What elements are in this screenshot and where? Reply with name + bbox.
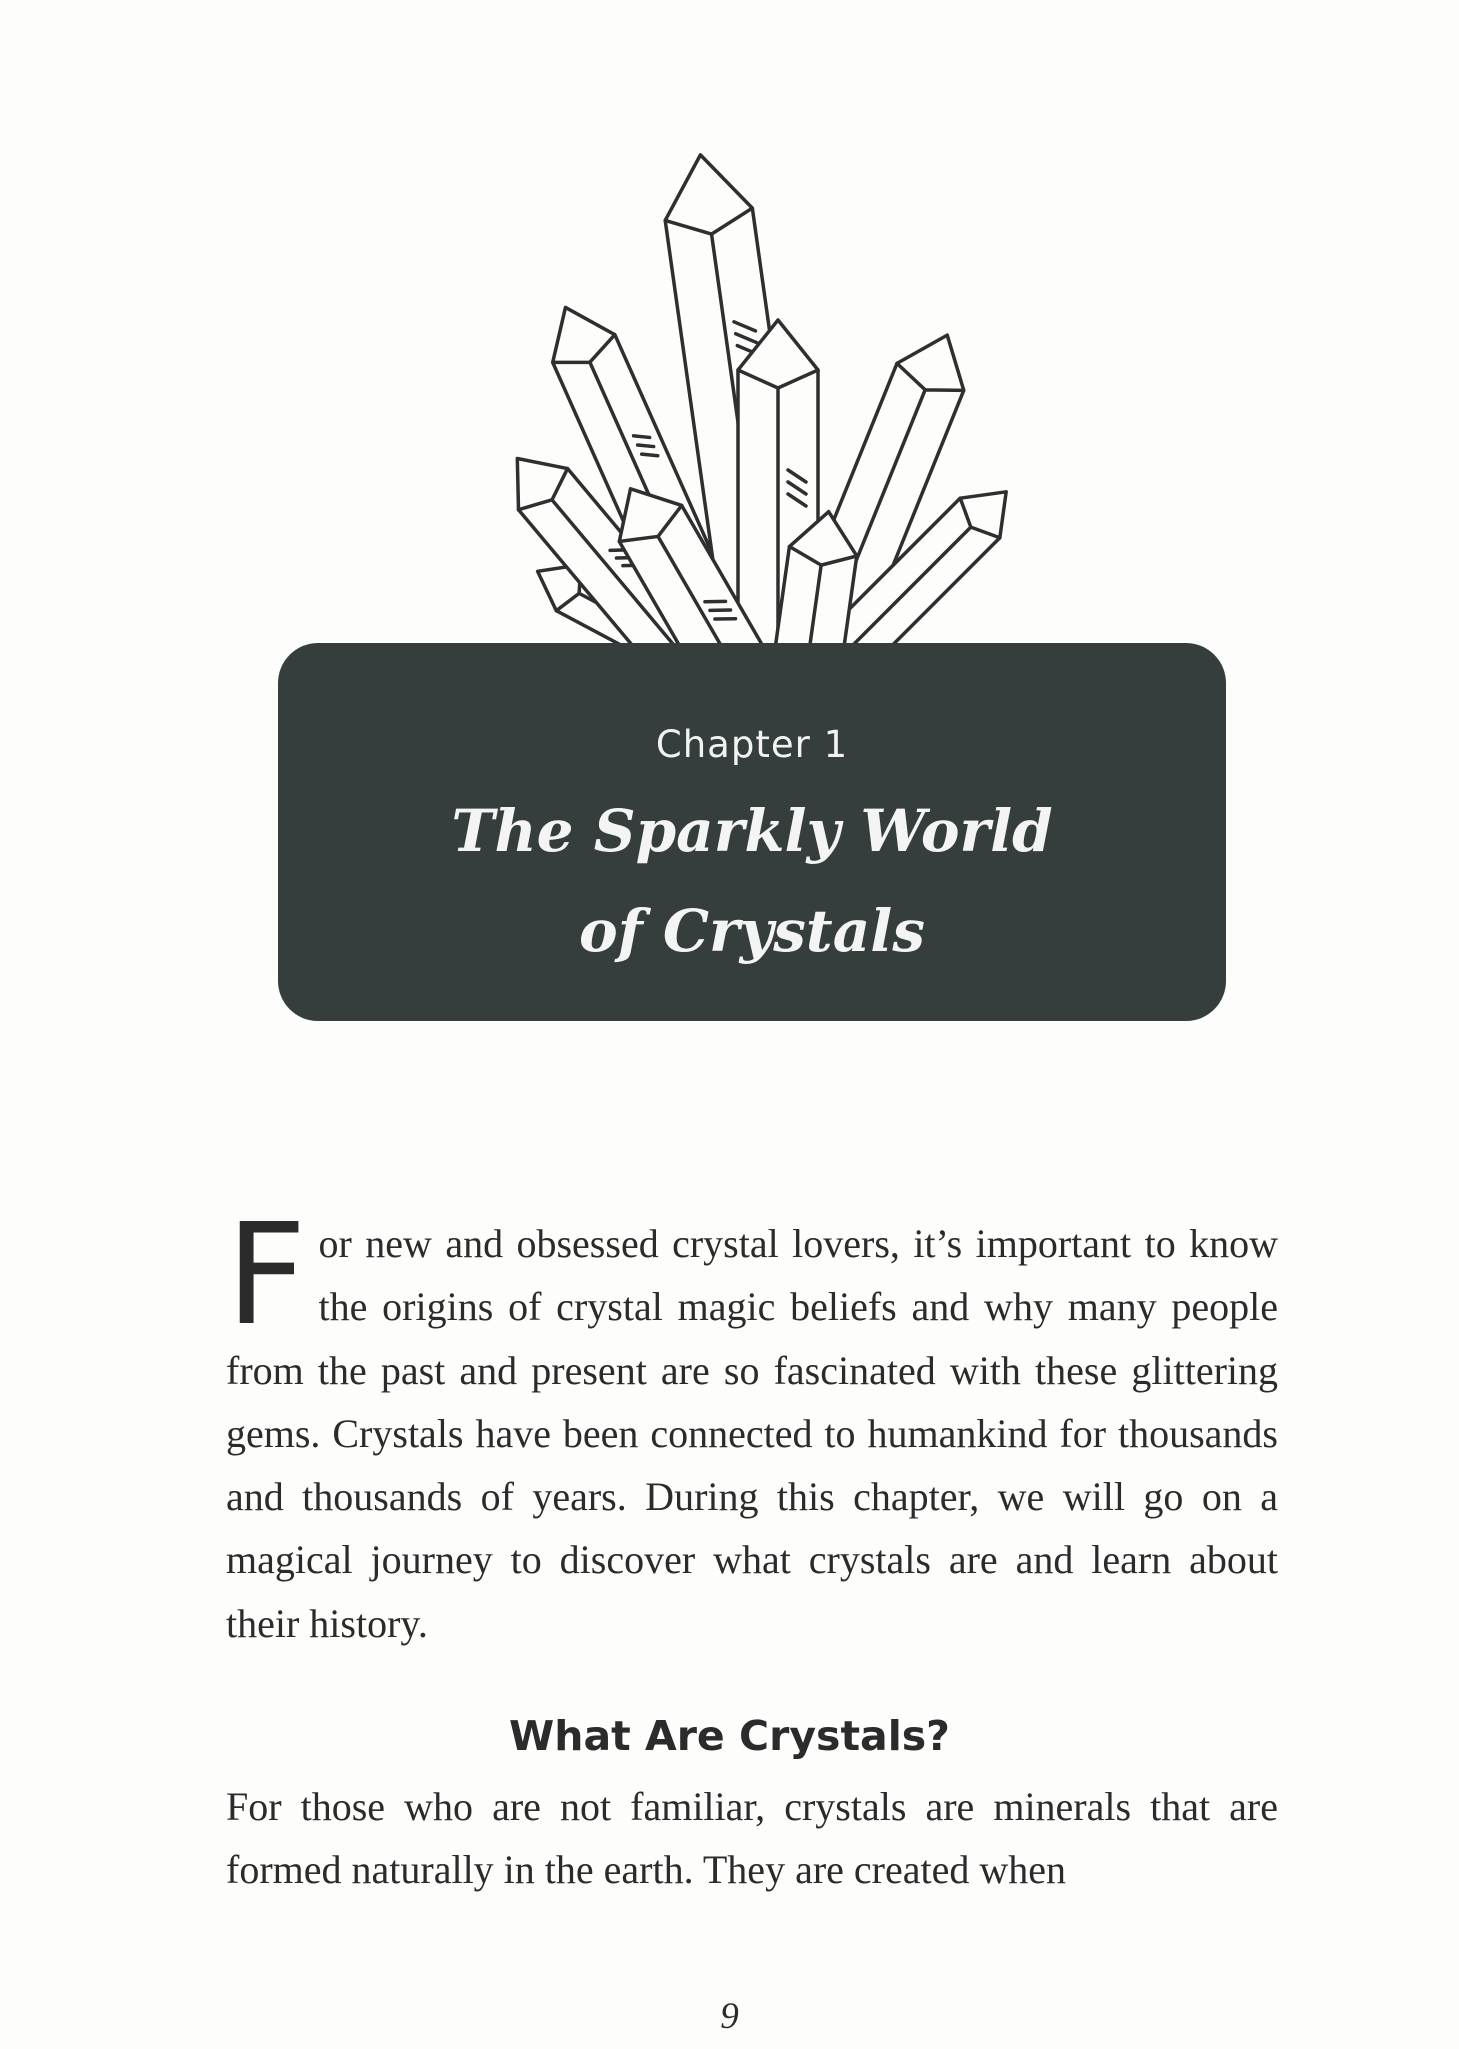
section-heading: What Are Crystals? (509, 1712, 950, 1760)
chapter-title (278, 781, 1226, 981)
chapter-title-line-1: The Sparkly World (451, 797, 1053, 865)
section-paragraph: For those who are not familiar, crystals are minerals that are formed naturally in the earth. They are created when (226, 1784, 1278, 1893)
crystal-cluster-icon (500, 130, 1020, 710)
page-number: 9 (720, 1996, 739, 2037)
intro-paragraph (226, 1194, 1278, 1655)
chapter-banner (278, 643, 1226, 1021)
chapter-label: Chapter 1 (655, 723, 849, 766)
chapter-title-line-2: of Crystals (579, 897, 925, 965)
drop-cap: F (226, 1194, 307, 1357)
intro-text: or new and obsessed crystal lovers, it’s important to know the origins of crystal magic beliefs and why many people from the past and present are so fascinated with these glittering gems. Crystals have been connected to humankind for thousands and thousands of years. During this chapter, we will go on a magical journey to discover what crystals are and learn about their history. (226, 1221, 1278, 1646)
